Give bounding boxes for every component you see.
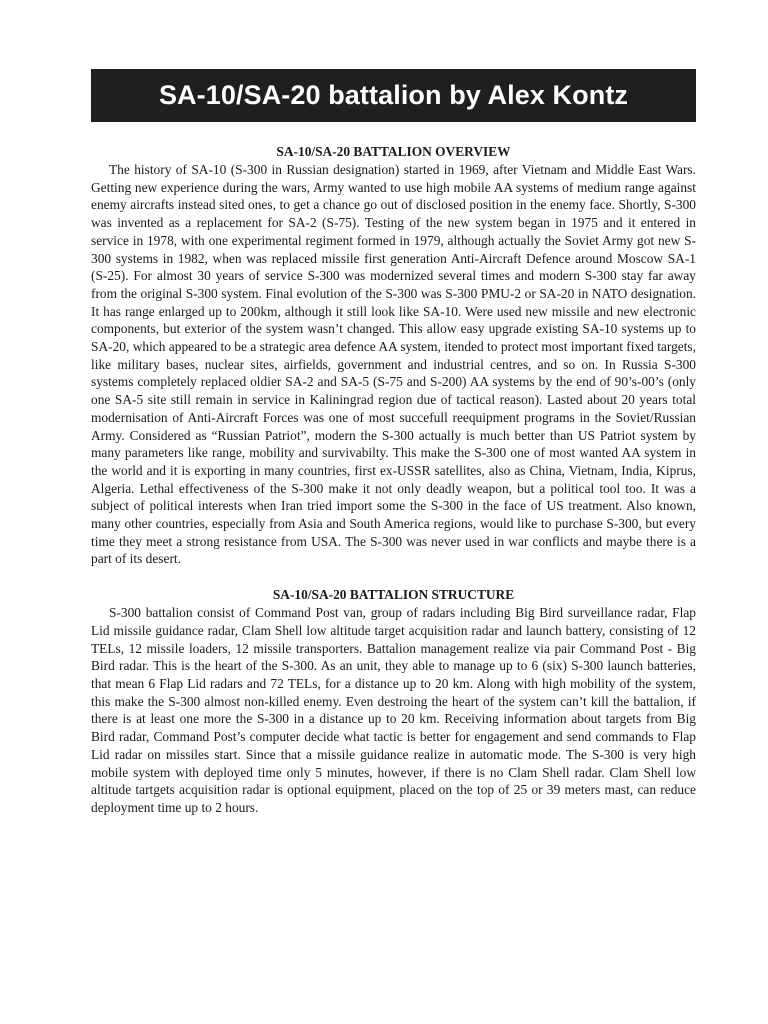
page-title: SA-10/SA-20 battalion by Alex Kontz (158, 80, 629, 110)
section-heading-structure: SA-10/SA-20 BATTALION STRUCTURE (272, 587, 515, 603)
section-paragraph-structure: S-300 battalion consist of Command Post van, group of radars including Big Bird surveillance radar, Flap Lid missile guidance radar, Clam Shell low altitude target acquisition radar and launch battery, consisting of 12 TELs, 12 missile loaders, 12 missile transporters. Battalion management realize via pair Command Post - Big Bird radar. This is the heart of the S-300. As an unit, they able to manage up to 6 (six) S-300 launch batteries, that mean 6 Flap Lid radars and 72 TELs, for a distance up to 20 km. Along with high mobility of the system, this make the S-300 almost non-killed enemy. Even destroing the heart of the system can’t kill the battalion, if there is at least one more the S-300 in a distance up to 20 km. Receiving information about targets from Big Bird radar, Command Post’s computer decide what tactic is better for engagement and send commands to Flap Lid radar on missiles start. Since that a missile guidance realize in automatic mode. The S-300 is very high mobile system with deployed time only 5 minutes, however, if there is no Clam Shell radar. Clam Shell low altitude tartgets acquisition radar is optional equipment, placed on the top of 25 or 39 meters mast, can reduce deployment time up to 2 hours. (91, 605, 696, 815)
section-heading-overview: SA-10/SA-20 BATTALION OVERVIEW (276, 144, 511, 159)
title-banner (91, 69, 696, 122)
section-paragraph-overview: The history of SA-10 (S-300 in Russian designation) started in 1969, after Vietnam and Middle East Wars. Getting new experience during the wars, Army wanted to use high mobile AA systems of medium range against enemy aircrafts instead sited ones, to get a chance go out of disclosed position in the enemy face. Shortly, S-300 was invented as a replacement for SA-2 (S-75). Testing of the new system began in 1975 and it entered in service in 1978, with one experimental regiment formed in 1979, although actually the Soviet Army got new S-300 systems in 1982, when was replaced missile first generation Anti-Aircraft Defence around Moscow SA-1 (S-25). For almost 30 years of service S-300 was modernized several times and modern S-300 stay far away from the original S-300 system. Final evolution of the S-300 was S-300 PMU-2 or SA-20 in NATO designation. It has range enlarged up to 200km, although it still look like SA-10. Were used new missile and new electronic components, but exterior of the system wasn’t changed. This allow easy upgrade existing SA-10 systems up to SA-20, which appeared to be a strategic area defence AA system, itended to protect most important fixed targets, like military bases, nuclear sites, airfields, government and industrial centres, and so on. In Russia S-300 systems completely replaced oldier SA-2 and SA-5 (S-75 and S-200) AA systems by the end of 90’s-00’s (only one SA-5 site still remain in service in Kaliningrad region due of tactical reason). Lasted about 20 years total modernisation of Anti-Aircraft Forces was one of most succefull reequipment programs in the Soviet/Russian Army. Considered as “Russian Patriot”, modern the S-300 actually is much better than US Patriot system by many parameters like range, mobility and survivabilty. This make the S-300 one of most wanted AA system in the world and it is exporting in many countries, first ex-USSR satellites, also as China, Vietnam, India, Kiprus, Algeria. Lethal effectiveness of the S-300 make it not only deadly weapon, but a political tool too. It was a subject of political interests when Iran tried import some the S-300 in the face of US treatment. Also known, many other countries, especially from Asia and South America regions, would like to purchase S-300, but every time they meet a strong resistance from USA. The S-300 was never used in war conflicts and maybe there is a part of its desert. (91, 162, 696, 567)
document-body (91, 143, 696, 817)
